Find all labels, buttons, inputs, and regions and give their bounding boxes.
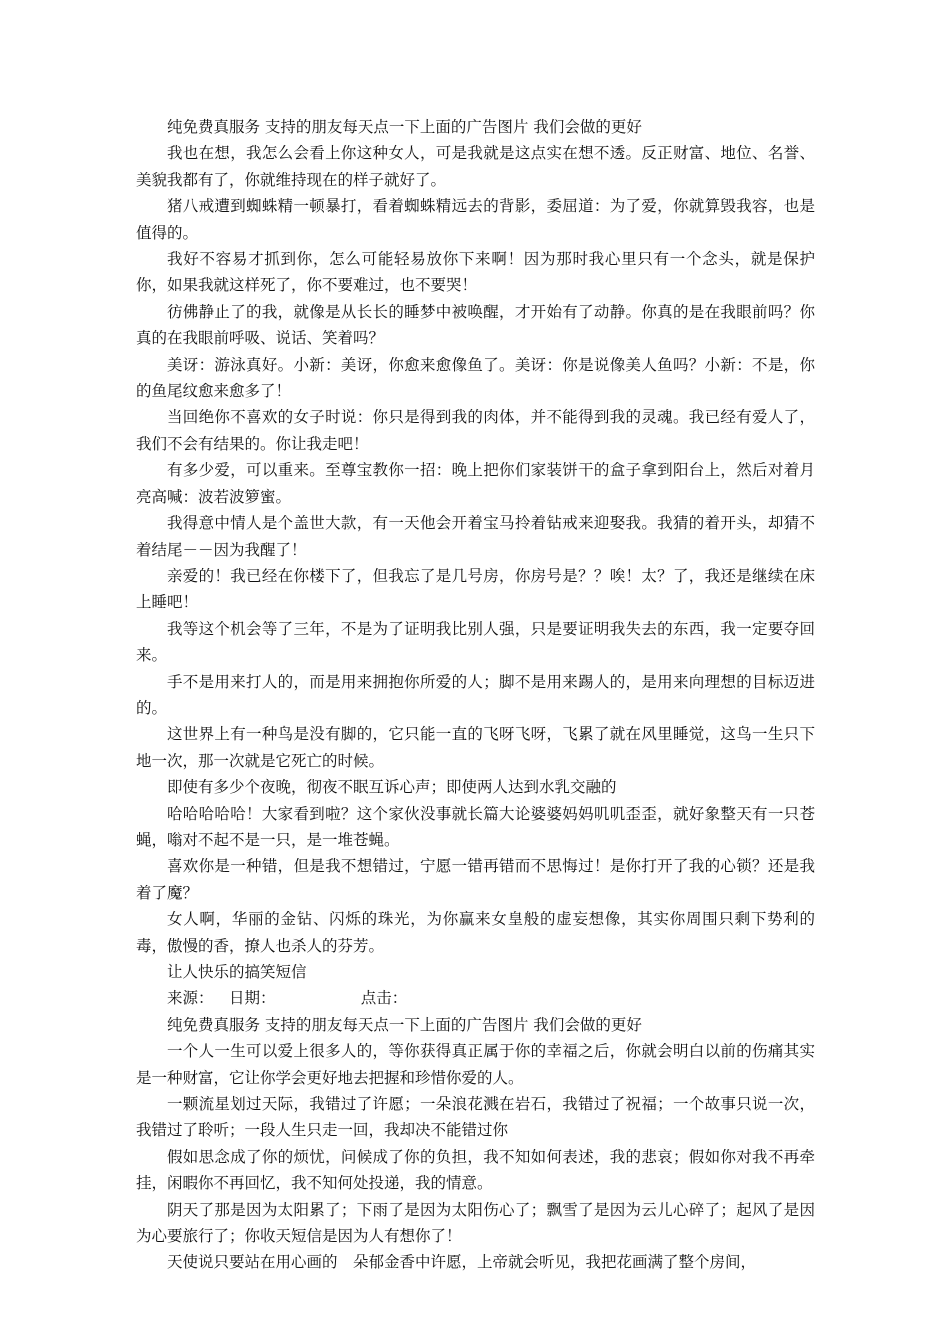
paragraph: 美讶：游泳真好。小新：美讶，你愈来愈像鱼了。美讶：你是说像美人鱼吗？小新：不是，你的鱼尾纹愈来愈多了！ [136,355,815,401]
paragraph: 纯免费真服务 支持的朋友每天点一下上面的广告图片 我们会做的更好 [167,118,642,136]
paragraph: 即使有多少个夜晚，彻夜不眠互诉心声；即使两人达到水乳交融的 [167,778,617,797]
paragraph: 有多少爱，可以重来。至尊宝教你一招：晚上把你们家装饼干的盒子拿到阳台上，然后对着月亮高喊：波若波箩蜜。 [136,461,815,506]
paragraph: 喜欢你是一种错，但是我不想错过，宁愿一错再错而不思悔过！是你打开了我的心锁？还是我着了魔？ [136,857,815,902]
paragraph: 我得意中情人是个盖世大款，有一天他会开着宝马拎着钻戒来迎娶我。我猜的着开头，却猜不着结尾－－因为我醒了！ [136,514,815,559]
paragraph: 哈哈哈哈哈！大家看到啦？这个家伙没事就长篇大论婆婆妈妈叽叽歪歪，就好象整天有一只苍蝇，嗡对不起不是一只，是一堆苍蝇。 [136,804,815,849]
paragraph: 这世界上有一种鸟是没有脚的，它只能一直的飞呀飞呀，飞累了就在风里睡觉，这鸟一生只下地一次，那一次就是它死亡的时候。 [136,725,815,770]
clicks-label: 点击： [360,989,408,1008]
paragraph: 我等这个机会等了三年，不是为了证明我比别人强，只是要证明我失去的东西，我一定要夺回来。 [136,619,815,665]
paragraph: 女人啊，华丽的金钻、闪烁的珠光，为你赢来女皇般的虚妄想像，其实你周围只剩下势利的毒，傲慢的香，撩人也杀人的芬芳。 [136,910,815,955]
paragraph: 阴天了那是因为太阳累了；下雨了是因为太阳伤心了；飘雪了是因为云儿心碎了；起风了是因为心要旅行了；你收天短信是因为人有想你了！ [136,1200,815,1246]
paragraph: 假如思念成了你的烦忧，问候成了你的负担，我不知如何表述，我的悲哀；假如你对我不再牵挂，闲暇你不再回忆，我不知何处投递，我的情意。 [136,1147,815,1193]
document-body-bottom [136,1012,815,1276]
document-body-top [136,114,815,985]
paragraph: 亲爱的！我已经在你楼下了，但我忘了是几号房，你房号是？？唉！太？了，我还是继续在床上睡吧！ [136,566,815,612]
paragraph: 手不是用来打人的，而是用来拥抱你所爱的人；脚不是用来踢人的，是用来向理想的目标迈进的。 [136,672,815,717]
document-page [136,114,815,1276]
paragraph: 一个人一生可以爱上很多人的，等你获得真正属于你的幸福之后，你就会明白以前的伤痛其实是一种财富，它让你学会更好地去把握和珍惜你爱的人。 [136,1042,815,1087]
paragraph: 我也在想，我怎么会看上你这种女人，可是我就是这点实在想不透。反正财富、地位、名誉、美貌我都有了，你就维持现在的样子就好了。 [136,144,815,189]
paragraph: 我好不容易才抓到你，怎么可能轻易放你下来啊！因为那时我心里只有一个念头，就是保护你，如果我就这样死了，你不要难过，也不要哭！ [136,250,815,295]
paragraph: 一颗流星划过天际，我错过了许愿；一朵浪花溅在岩石，我错过了祝福；一个故事只说一次，我错过了聆听；一段人生只走一回，我却决不能错过你 [136,1095,815,1140]
paragraph: 彷佛静止了的我，就像是从长长的睡梦中被唤醒，才开始有了动静。你真的是在我眼前吗？你真的在我眼前呼吸、说话、笑着吗？ [136,302,815,348]
article-meta-row [136,985,815,1011]
date-label: 日期： [229,989,276,1008]
paragraph: 纯免费真服务 支持的朋友每天点一下上面的广告图片 我们会做的更好 [167,1015,642,1034]
source-label: 来源： [167,989,214,1008]
paragraph: 天使说只要站在用心画的 朵郁金香中许愿，上帝就会听见，我把花画满了整个房间， [167,1253,757,1272]
paragraph: 猪八戒遭到蜘蛛精一顿暴打，看着蜘蛛精远去的背影，委屈道：为了爱，你就算毁我容，也是值得的。 [136,197,815,242]
paragraph: 让人快乐的搞笑短信 [167,963,307,981]
paragraph: 当回绝你不喜欢的女子时说：你只是得到我的肉体，并不能得到我的灵魂。我已经有爱人了，我们不会有结果的。你让我走吧！ [136,408,815,453]
